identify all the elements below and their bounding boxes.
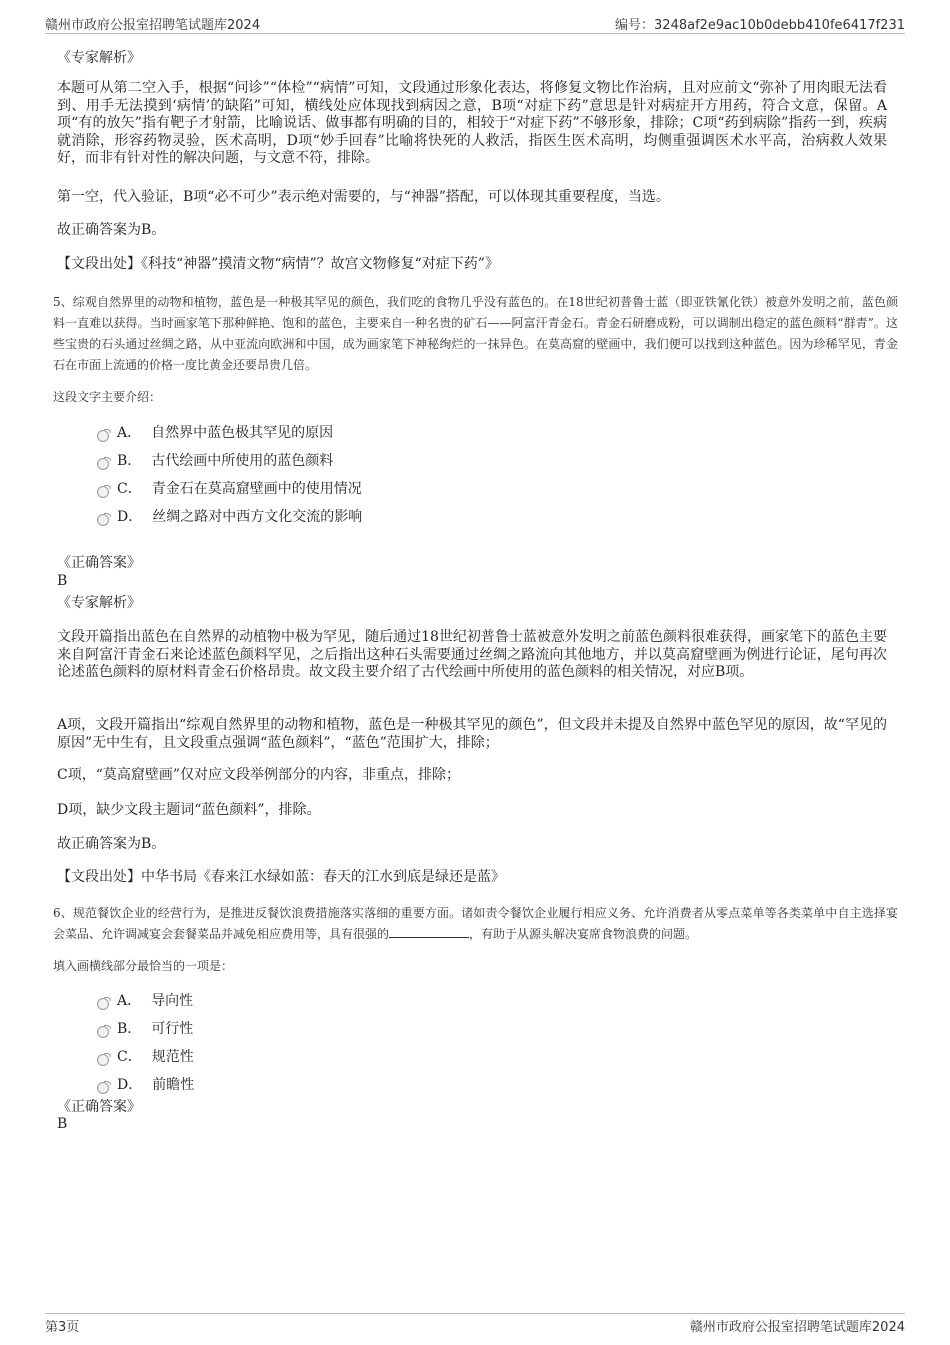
q5-option-c[interactable]: C． 青金石在莫高窟壁画中的使用情况 [97, 479, 362, 499]
q5-analysis-p2: A项，文段开篇指出“综观自然界里的动物和植物，蓝色是一种极其罕见的颜色”，但文段并未提及自然界中蓝色罕见的原因，故“罕见的原因”无中生有，且文段重点强调“蓝色颜料”，“蓝色”范围扩大，排除； [57, 717, 887, 751]
radio-icon[interactable] [97, 514, 109, 526]
q5-question: 这段文字主要介绍： [53, 390, 162, 404]
q5-analysis-p5: 故正确答案为B。 [57, 836, 166, 852]
q6-answer-label: 《正确答案》 [57, 1099, 141, 1115]
q5-source: 【文段出处】中华书局《春来江水绿如蓝：春天的江水到底是绿还是蓝》 [57, 869, 505, 885]
radio-icon[interactable] [97, 1054, 109, 1066]
answer-blank [389, 926, 469, 938]
q5-option-a[interactable]: A． 自然界中蓝色极其罕见的原因 [97, 423, 333, 443]
footer-title: 赣州市政府公报室招聘笔试题库2024 [689, 1320, 905, 1335]
radio-icon[interactable] [97, 458, 109, 470]
q5-answer: B [57, 573, 68, 589]
q4-analysis-p2: 第一空，代入验证，B项“必不可少”表示绝对需要的，与“神器”搭配，可以体现其重要程度，当选。 [57, 189, 670, 205]
q5-analysis-label: 《专家解析》 [57, 595, 141, 611]
q6-option-b[interactable]: B． 可行性 [97, 1019, 193, 1039]
q4-analysis-label: 《专家解析》 [57, 50, 141, 66]
radio-icon[interactable] [97, 998, 109, 1010]
q6-stem: 6、规范餐饮企业的经营行为，是推进反餐饮浪费措施落实落细的重要方面。诸如责令餐饮企业履行相应义务、允许消费者从零点菜单等各类菜单中自主选择宴会菜品、允许调减宴会套餐菜品并减免相应费用等，具有很强的 ，有助于从源头解决宴席食物浪费的问题。 [53, 906, 898, 941]
q5-stem: 5、综观自然界里的动物和植物，蓝色是一种极其罕见的颜色，我们吃的食物几乎没有蓝色的。在18世纪初普鲁士蓝（即亚铁氰化铁）被意外发明之前，蓝色颜料一直难以获得。当时画家笔下那种鲜艳、饱和的蓝色，主要来自一种名贵的矿石——阿富汗青金石。青金石研磨成粉，可以调制出稳定的蓝色颜料“群青”。这些宝贵的石头通过丝绸之路，从中亚流向欧洲和中国，成为画家笔下神秘绚烂的一抹异色。在莫高窟的壁画中，我们便可以找到这种蓝色。因为珍稀罕见，青金石在市面上流通的价格一度比黄金还要昂贵几倍。 [53, 295, 898, 372]
q5-option-b[interactable]: B． 古代绘画中所使用的蓝色颜料 [97, 451, 333, 471]
q4-analysis-p3: 故正确答案为B。 [57, 222, 166, 238]
radio-icon[interactable] [97, 430, 109, 442]
q6-answer: B [57, 1116, 68, 1132]
q6-option-d[interactable]: D． 前瞻性 [97, 1075, 194, 1095]
radio-icon[interactable] [97, 1026, 109, 1038]
q6-question: 填入画横线部分最恰当的一项是： [53, 959, 234, 973]
header-title: 赣州市政府公报室招聘笔试题库2024 [45, 18, 261, 33]
q6-option-a[interactable]: A． 导向性 [97, 991, 193, 1011]
document-id: 编号：3248af2e9ac10b0debb410fe6417f231 [615, 18, 905, 33]
q4-source: 【文段出处】《科技“神器”摸清文物“病情”？故宫文物修复“对症下药”》 [57, 256, 499, 272]
page-footer [45, 1313, 905, 1335]
q5-option-d[interactable]: D． 丝绸之路对中西方文化交流的影响 [97, 507, 362, 527]
q5-answer-label: 《正确答案》 [57, 555, 141, 571]
radio-icon[interactable] [97, 486, 109, 498]
q4-analysis-p1: 本题可从第二空入手，根据“问诊”“体检”“病情”可知，文段通过形象化表达，将修复文物比作治病，且对应前文“弥补了用肉眼无法看到、用手无法摸到‘病情’的缺陷”可知，横线处应体现找到病因之意，B项“对症下药”意思是针对病症开方用药，符合文意，保留。A项“有的放矢”指有靶子才射箭，比喻说话、做事都有明确的目的，相较于“对症下药”不够形象，排除；C项“药到病除”指药一到，疾病就消除，形容药物灵验，医术高明，D项“妙手回春”比喻将快死的人救活，指医生医术高明，均侧重强调医术水平高，治病救人效果好，而非有针对性的解决问题，与文意不符，排除。 [57, 80, 887, 166]
page-number: 第3页 [45, 1320, 80, 1335]
q6-option-c[interactable]: C． 规范性 [97, 1047, 194, 1067]
page-header [45, 14, 905, 34]
q5-analysis-p4: D项，缺少文段主题词“蓝色颜料”，排除。 [57, 802, 321, 818]
q5-analysis-p1: 文段开篇指出蓝色在自然界的动植物中极为罕见，随后通过18世纪初普鲁士蓝被意外发明之前蓝色颜料很难获得，画家笔下的蓝色主要来自阿富汗青金石来论述蓝色颜料罕见，之后指出这种石头需要通过丝绸之路流向其他地方，并以莫高窟壁画为例进行论证，尾句再次论述蓝色颜料的原材料青金石价格昂贵。故文段主要介绍了古代绘画中所使用的蓝色颜料的相关情况，对应B项。 [57, 629, 887, 680]
radio-icon[interactable] [97, 1082, 109, 1094]
q5-analysis-p3: C项，“莫高窟壁画”仅对应文段举例部分的内容，非重点，排除； [57, 767, 461, 783]
